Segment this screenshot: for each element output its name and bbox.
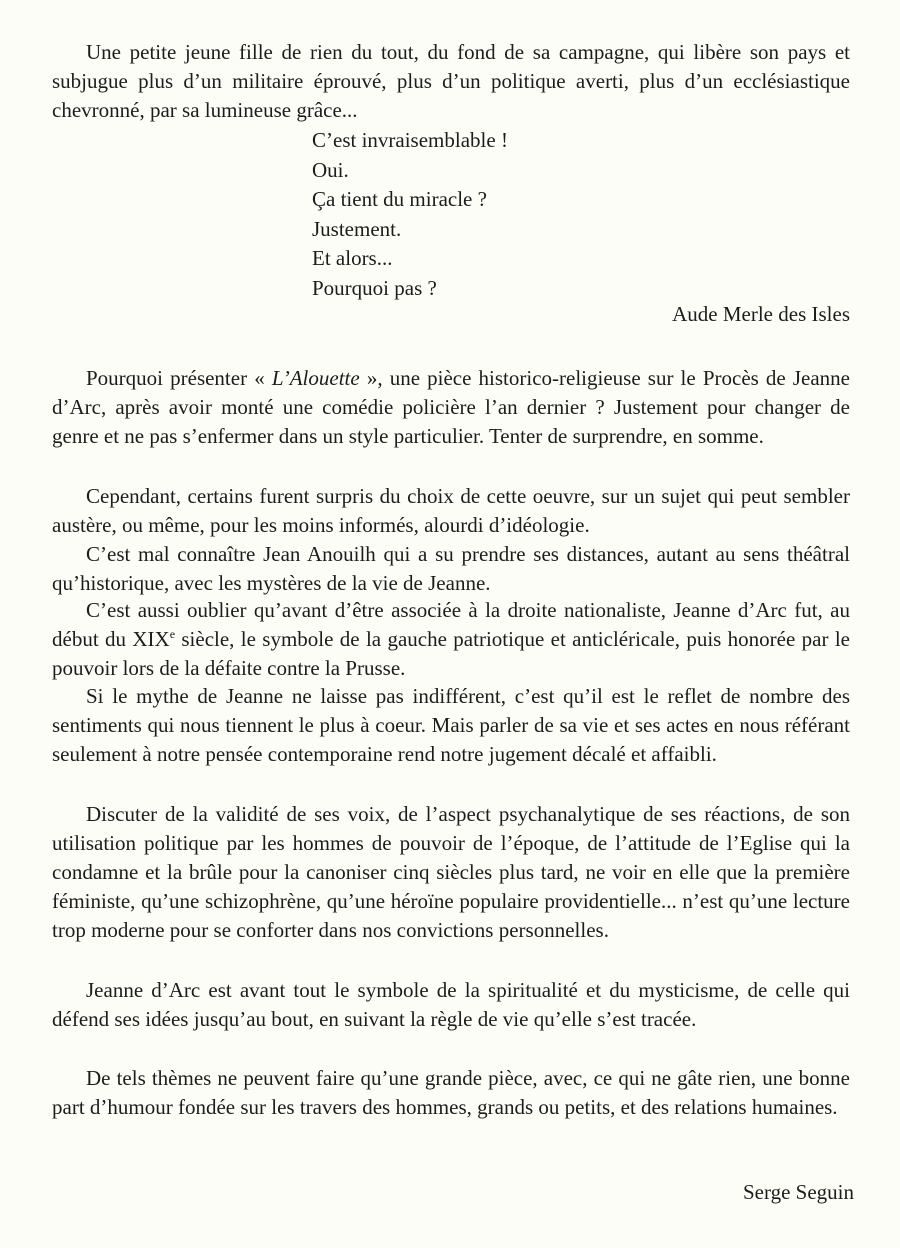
dialogue-verse [312, 126, 508, 303]
verse-line-6: Pourquoi pas ? [312, 275, 437, 300]
verse-line-1: C’est invraisemblable ! [312, 128, 508, 152]
paragraph-8: De tels thèmes ne peuvent faire qu’une grande pièce, avec, ce qui ne gâte rien, une bonne part d’humour fondée sur les travers des hommes, grands ou petits, et des relations humaines. [52, 1066, 850, 1119]
paragraph-5: Si le mythe de Jeanne ne laisse pas indifférent, c’est qu’il est le reflet de nombre des sentiments qui nous tiennent le plus à coeur. Mais parler de sa vie et ses actes en nous référant seulement à notre pensée contemporaine rend notre jugement décalé et affaibli. [52, 684, 850, 766]
p4-after: siècle, le symbole de la gauche patriotique et anticléricale, puis honorée par le pouvoir lors de la défaite contre la Prusse. [52, 627, 850, 680]
paragraph-3: C’est mal connaître Jean Anouilh qui a su prendre ses distances, autant au sens théâtral qu’historique, avec les mystères de la vie de Jeanne. [52, 542, 850, 595]
century-superscript: e [169, 627, 176, 641]
paragraph-1 [52, 364, 850, 451]
verse-line-3: Ça tient du miracle ? [312, 187, 487, 211]
intro-paragraph: Une petite jeune fille de rien du tout, du fond de sa campagne, qui libère son pays et subjugue plus d’un militaire éprouvé, plus d’un politique averti, plus d’un ecclésiastique chevronné, par sa lumineuse grâce... [52, 40, 850, 122]
paragraph-6: Discuter de la validité de ses voix, de l’aspect psychanalytique de ses réactions, de son utilisation politique par les hommes de pouvoir de l’époque, de l’attitude de l’Eglise qui la condamne et la brûle pour la canoniser cinq siècles plus tard, ne voir en elle que la première féministe, qu’une schizophrène, qu’une héroïne populaire providentielle... n’est qu’une lecture trop moderne pour se conforter dans nos convictions personnelles. [52, 802, 850, 942]
verse-line-2: Oui. [312, 157, 349, 182]
play-title: L’Alouette [271, 366, 360, 390]
paragraph-7: Jeanne d’Arc est avant tout le symbole de la spiritualité et du mysticisme, de celle qui défend ses idées jusqu’au bout, en suivant la règle de vie qu’elle s’est tracée. [52, 978, 850, 1031]
signature-aude-merle: Aude Merle des Isles [672, 302, 850, 326]
verse-line-4: Justement. [312, 216, 402, 241]
paragraph-4 [52, 596, 850, 683]
signature-serge-seguin: Serge Seguin [742, 1180, 854, 1204]
p1-after: », une pièce historico-religieuse sur le Procès de Jeanne d’Arc, après avoir monté une comédie policière l’an dernier ? Justement pour changer de genre et ne pas s’enfermer dans un style particulier. Tenter de surprendre, en somme. [52, 366, 851, 448]
verse-line-5: Et alors... [312, 246, 393, 270]
p1-before: Pourquoi présenter « [86, 366, 272, 390]
p4-before: C’est aussi oublier qu’avant d’être associée à la droite nationaliste, Jeanne d’Arc fut, au début du XIX [52, 598, 850, 651]
paragraph-2: Cependant, certains furent surpris du choix de cette oeuvre, sur un sujet qui peut sembler austère, ou même, pour les moins informés, alourdi d’idéologie. [52, 484, 850, 537]
